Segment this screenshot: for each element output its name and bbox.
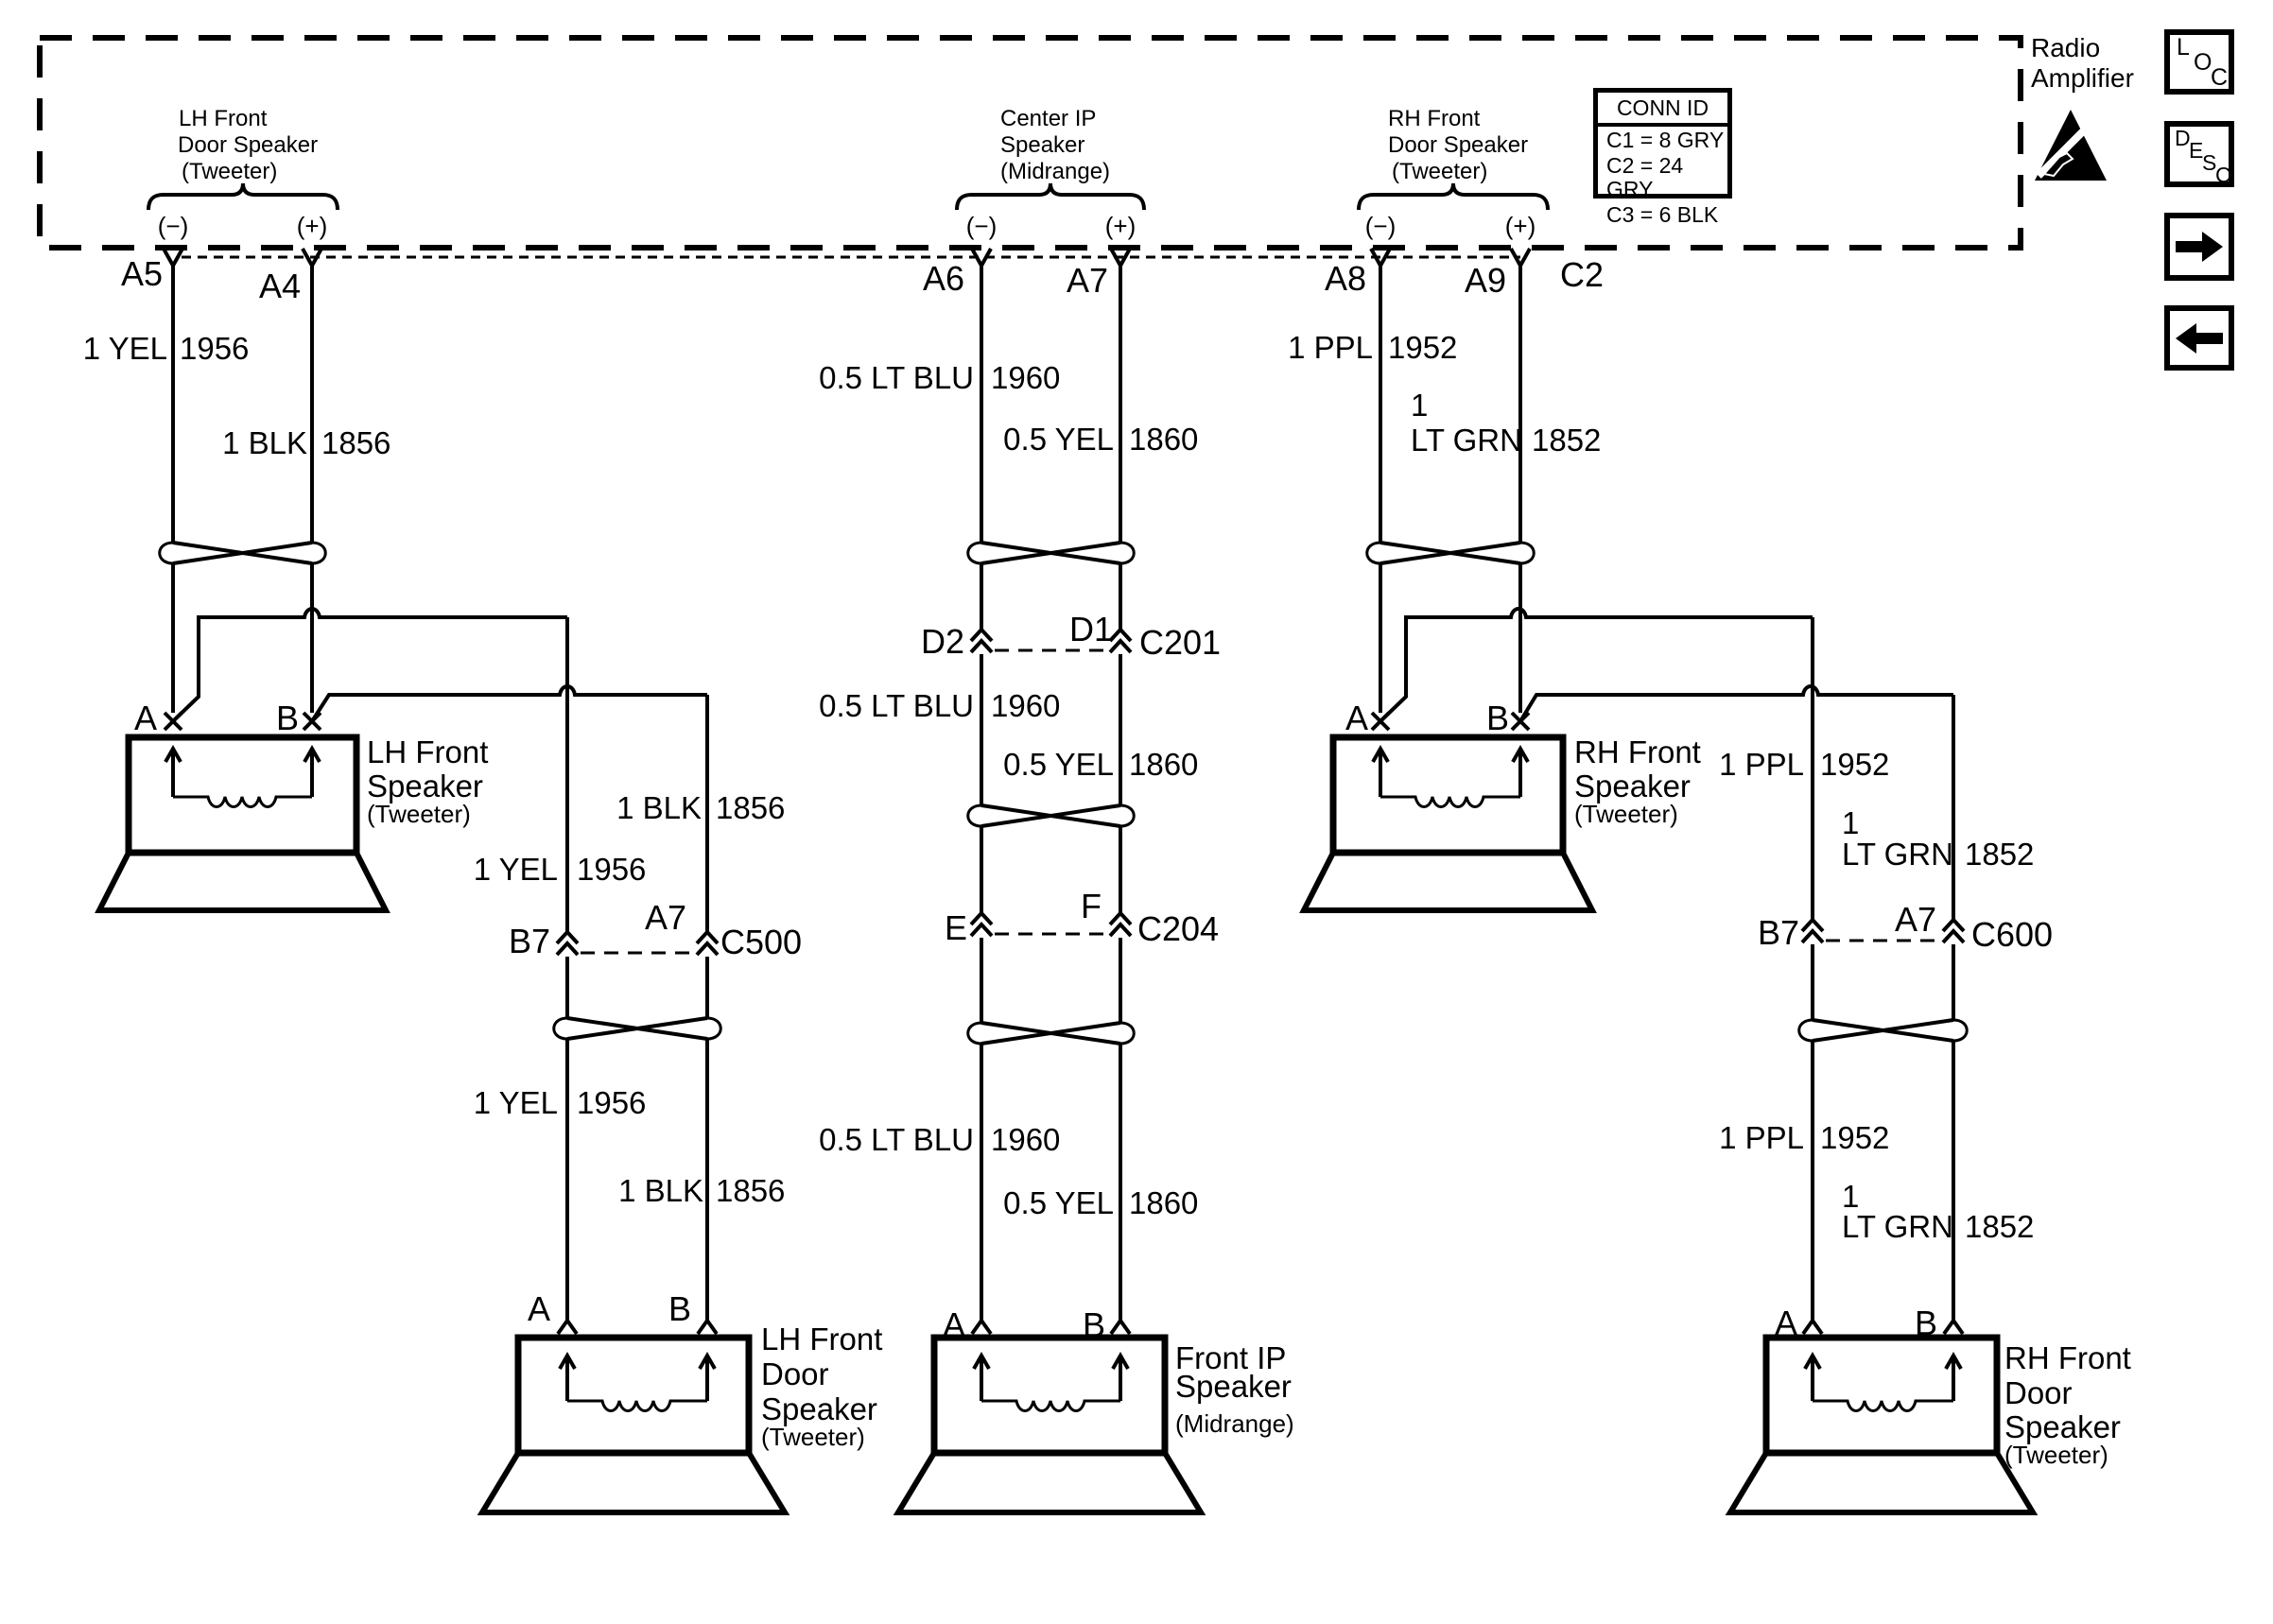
amp-center-neg-polarity: (−) bbox=[965, 212, 998, 240]
rh-front-speaker-name3: (Tweeter) bbox=[1574, 800, 1678, 828]
rh-front-speaker-terminal-b: B bbox=[1485, 699, 1509, 737]
rh-door-speaker-terminal-b: B bbox=[1914, 1304, 1937, 1342]
circuit-1860-2: 1860 bbox=[1129, 747, 1199, 782]
output-braces bbox=[148, 183, 1548, 210]
wire-label-05yel-3: 0.5 YEL bbox=[1003, 1185, 1114, 1220]
amp-pin-a6: A6 bbox=[922, 259, 964, 298]
lh-door-speaker-terminal-a: A bbox=[527, 1289, 550, 1328]
amp-pin-a7: A7 bbox=[1066, 261, 1108, 300]
desc-letter-c: C bbox=[2215, 163, 2231, 187]
connector-c204-pin-f: F bbox=[1081, 887, 1102, 925]
rh-door-speaker-name2: Door bbox=[2004, 1375, 2073, 1410]
wire-label-05yel-2: 0.5 YEL bbox=[1003, 747, 1114, 782]
wire-label-ppl-lower: 1 PPL bbox=[1719, 1120, 1804, 1155]
wire-label-grn-size-branch: 1 bbox=[1842, 805, 1860, 840]
left-arrow-icon bbox=[2170, 311, 2229, 365]
desc-letter-s: S bbox=[2202, 150, 2217, 175]
conn-id-row-c2: C2 = 24 GRY bbox=[1606, 153, 1684, 201]
rh-front-speaker-name2: Speaker bbox=[1574, 769, 1691, 803]
wire-label-blk-lower: 1 BLK bbox=[618, 1173, 703, 1208]
amp-output-lh-line2: Door Speaker bbox=[178, 132, 319, 158]
loc-letter-o: O bbox=[2194, 49, 2212, 76]
loc-letter-l: L bbox=[2177, 34, 2190, 60]
circuit-1856: 1856 bbox=[321, 425, 391, 460]
amp-output-center-line3: (Midrange) bbox=[1000, 159, 1111, 184]
connector-c201-pin-d1: D1 bbox=[1068, 610, 1113, 648]
amp-output-rh-line3: (Tweeter) bbox=[1392, 159, 1488, 184]
circuit-1956-lower: 1956 bbox=[577, 1085, 647, 1120]
amp-lh-pos-polarity: (+) bbox=[296, 212, 328, 240]
rh-front-speaker-name1: RH Front bbox=[1574, 734, 1701, 769]
lh-door-speaker-name4: (Tweeter) bbox=[761, 1423, 865, 1451]
loc-letter-c: C bbox=[2211, 64, 2229, 91]
wire-label-blk: 1 BLK bbox=[222, 425, 307, 460]
lh-door-speaker-terminal-b: B bbox=[668, 1289, 691, 1328]
connector-c204-pin-e: E bbox=[944, 908, 967, 947]
wire-label-ppl: 1 PPL bbox=[1288, 330, 1373, 365]
ip-speaker-terminal-b: B bbox=[1082, 1305, 1105, 1344]
wire-label-ltblu-2: 0.5 LT BLU bbox=[819, 688, 974, 723]
amp-output-rh-line2: Door Speaker bbox=[1388, 132, 1529, 158]
amp-output-center-line1: Center IP bbox=[1000, 106, 1097, 131]
circuit-1960-2: 1960 bbox=[991, 688, 1061, 723]
amp-rh-pos-polarity: (+) bbox=[1504, 212, 1536, 240]
amp-pin-a8: A8 bbox=[1324, 259, 1366, 298]
amp-output-lh-line1: LH Front bbox=[179, 106, 268, 131]
connector-c500-pin-b7: B7 bbox=[508, 922, 550, 960]
rh-door-speaker-name4: (Tweeter) bbox=[2004, 1441, 2108, 1469]
circuit-1960-1: 1960 bbox=[991, 360, 1061, 395]
connector-c204-id: C204 bbox=[1137, 909, 1220, 948]
ip-speaker-name1: Front IP bbox=[1175, 1340, 1287, 1375]
circuit-1952-lower: 1952 bbox=[1820, 1120, 1890, 1155]
connector-c600-pin-b7: B7 bbox=[1757, 913, 1799, 952]
lh-door-speaker-name3: Speaker bbox=[761, 1391, 877, 1426]
circuit-1856-lower: 1856 bbox=[716, 1173, 786, 1208]
rh-front-speaker-terminal-a: A bbox=[1345, 699, 1368, 737]
amp-center-pos-polarity: (+) bbox=[1104, 212, 1136, 240]
connector-c201-id: C201 bbox=[1139, 623, 1222, 662]
rh-door-speaker-terminal-a: A bbox=[1774, 1304, 1797, 1342]
wire-label-yel-branch: 1 YEL bbox=[473, 852, 558, 887]
circuit-1852-lower: 1852 bbox=[1965, 1209, 2035, 1244]
circuit-1956-branch: 1956 bbox=[577, 852, 647, 887]
wire-label-grn-size-lower: 1 bbox=[1842, 1179, 1860, 1214]
lh-front-speaker-symbol bbox=[99, 737, 386, 910]
lh-front-door-speaker-symbol bbox=[482, 1338, 785, 1512]
conn-id-table bbox=[1593, 88, 1732, 227]
amp-title-line1: Radio bbox=[2031, 33, 2101, 62]
lh-front-speaker-name2: Speaker bbox=[367, 769, 483, 803]
desc-letter-e: E bbox=[2189, 138, 2204, 163]
amp-pin-a4: A4 bbox=[258, 267, 301, 305]
connector-c500-id: C500 bbox=[720, 923, 803, 961]
conn-id-title: CONN ID bbox=[1598, 93, 1727, 127]
lh-front-speaker-terminal-b: B bbox=[275, 699, 299, 737]
circuit-1952: 1952 bbox=[1388, 330, 1458, 365]
ip-speaker-terminal-a: A bbox=[942, 1305, 965, 1344]
connector-c500-pin-a7: A7 bbox=[644, 898, 686, 937]
wire-label-05yel-1: 0.5 YEL bbox=[1003, 422, 1114, 457]
lh-door-speaker-name2: Door bbox=[761, 1356, 829, 1391]
amp-rh-neg-polarity: (−) bbox=[1364, 212, 1397, 240]
amp-lh-neg-polarity: (−) bbox=[157, 212, 189, 240]
wire-label-ltgrn-branch: LT GRN bbox=[1842, 837, 1953, 872]
conn-id-row-c1: C1 = 8 GRY bbox=[1606, 128, 1725, 152]
amp-output-center-line2: Speaker bbox=[1000, 132, 1085, 158]
wire-label-ltgrn-lower: LT GRN bbox=[1842, 1209, 1953, 1244]
wire-label-ltblu-3: 0.5 LT BLU bbox=[819, 1122, 974, 1157]
connector-c600-pin-a7: A7 bbox=[1894, 900, 1936, 939]
wire-label-yel: 1 YEL bbox=[82, 331, 167, 366]
circuit-1956: 1956 bbox=[180, 331, 250, 366]
circuit-1952-branch: 1952 bbox=[1820, 747, 1890, 782]
wire-label-blk-branch: 1 BLK bbox=[616, 790, 702, 825]
rh-front-door-speaker-symbol bbox=[1730, 1338, 2033, 1512]
circuit-1852: 1852 bbox=[1532, 423, 1602, 458]
wire-label-yel-lower: 1 YEL bbox=[473, 1085, 558, 1120]
amp-pin-a9: A9 bbox=[1464, 261, 1506, 300]
back-button[interactable] bbox=[2164, 305, 2234, 371]
conn-id-row-c3: C3 = 6 BLK bbox=[1606, 202, 1719, 227]
amp-title-line2: Amplifier bbox=[2031, 63, 2134, 93]
lh-door-speaker-name1: LH Front bbox=[761, 1322, 883, 1356]
connector-c600-id: C600 bbox=[1971, 915, 2054, 954]
front-ip-speaker-symbol bbox=[898, 1338, 1201, 1512]
ip-speaker-name3: (Midrange) bbox=[1175, 1409, 1294, 1438]
circuit-1860-3: 1860 bbox=[1129, 1185, 1199, 1220]
amp-connector-c2: C2 bbox=[1560, 255, 1605, 294]
right-arrow-icon bbox=[2170, 218, 2229, 275]
circuit-1856-branch: 1856 bbox=[716, 790, 786, 825]
desc-button[interactable] bbox=[2164, 121, 2234, 187]
amp-pin-a5: A5 bbox=[120, 254, 163, 293]
ip-speaker-name2: Speaker bbox=[1175, 1369, 1292, 1404]
wire-label-ltgrn: LT GRN bbox=[1411, 423, 1522, 458]
amp-output-lh-line3: (Tweeter) bbox=[182, 159, 278, 184]
circuit-1960-3: 1960 bbox=[991, 1122, 1061, 1157]
esd-warning-icon bbox=[2035, 110, 2107, 181]
rh-door-speaker-name3: Speaker bbox=[2004, 1409, 2121, 1444]
amp-output-rh-line1: RH Front bbox=[1388, 106, 1481, 131]
rh-door-speaker-name1: RH Front bbox=[2004, 1340, 2131, 1375]
desc-letter-d: D bbox=[2175, 126, 2191, 150]
lh-front-speaker-name1: LH Front bbox=[367, 734, 489, 769]
rh-front-speaker-symbol bbox=[1304, 737, 1592, 910]
wire-label-grn-size: 1 bbox=[1411, 388, 1429, 423]
wire-label-ppl-branch: 1 PPL bbox=[1719, 747, 1804, 782]
loc-button[interactable] bbox=[2164, 29, 2234, 95]
connector-c201-pin-d2: D2 bbox=[920, 622, 964, 661]
lh-front-speaker-terminal-a: A bbox=[133, 699, 157, 737]
lh-front-speaker-name3: (Tweeter) bbox=[367, 800, 471, 828]
circuit-1860-1: 1860 bbox=[1129, 422, 1199, 457]
forward-button[interactable] bbox=[2164, 213, 2234, 281]
wire-label-ltblu-1: 0.5 LT BLU bbox=[819, 360, 974, 395]
circuit-1852-branch: 1852 bbox=[1965, 837, 2035, 872]
